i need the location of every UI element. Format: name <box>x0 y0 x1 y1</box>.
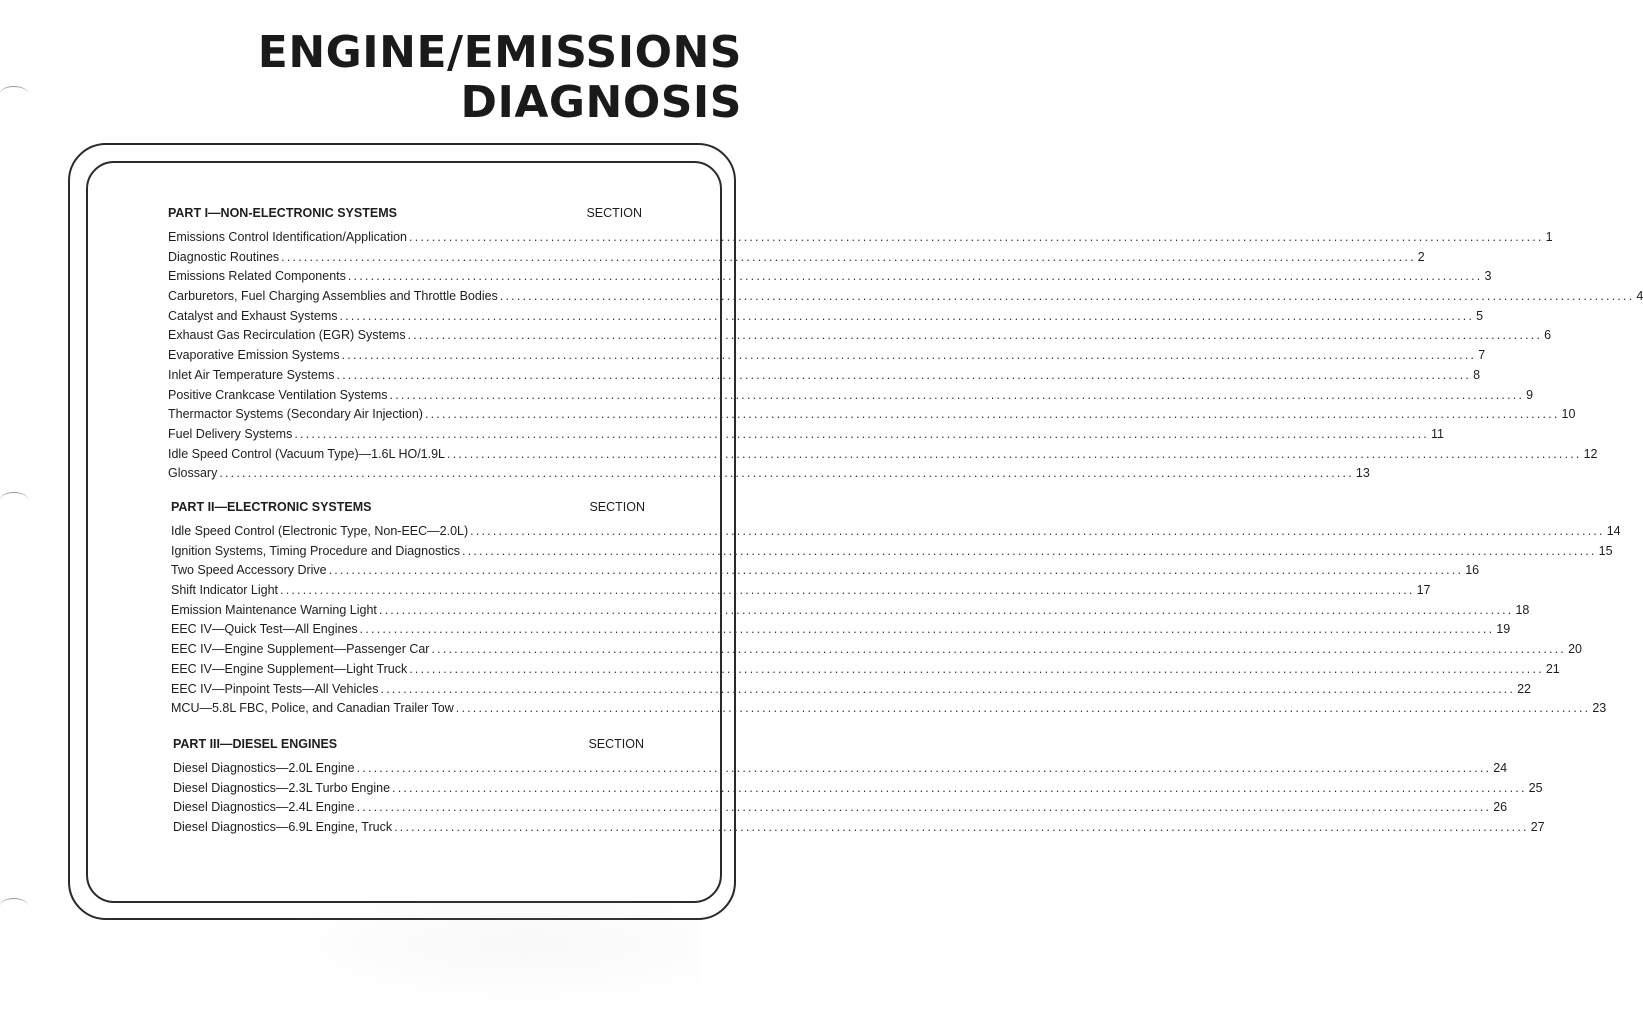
toc-entry-label: Emissions Control Identification/Application <box>168 230 408 244</box>
part-title: PART III—DIESEL ENGINES <box>173 737 338 751</box>
toc-entry <box>168 308 1484 329</box>
toc-entry-section-number: 8 <box>1473 367 1481 382</box>
toc-entry <box>171 622 1511 642</box>
dot-leader: ........................................................................................................................................................................................................ <box>447 446 1582 461</box>
part-1-non-electronic-systems <box>168 206 1643 486</box>
toc-entry-section-number: 16 <box>1465 563 1480 578</box>
punch-hole-mark <box>0 86 28 101</box>
toc-entry <box>171 524 1621 544</box>
toc-entry-section-number: 26 <box>1493 800 1508 815</box>
toc-entry-label: Fuel Delivery Systems <box>168 426 293 441</box>
part-3-diesel-engines <box>173 737 1545 840</box>
dot-leader: ........................................................................................................................................................................................................ <box>328 563 1464 578</box>
toc-entry-section-number: 19 <box>1496 622 1511 637</box>
dot-leader: ........................................................................................................................................................................................................ <box>499 289 1635 304</box>
toc-entry-section-number: 23 <box>1592 701 1607 716</box>
toc-entry-section-number: 9 <box>1526 387 1534 402</box>
toc-entry-section-number: 17 <box>1416 583 1431 598</box>
toc-entry <box>171 701 1607 721</box>
dot-leader: ........................................................................................................................................................................................................ <box>455 701 1591 716</box>
toc-entry <box>168 387 1534 408</box>
toc-entry-label: Ignition Systems, Timing Procedure and Diagnostics <box>171 543 461 558</box>
section-column-label: SECTION <box>586 206 642 220</box>
dot-leader: ........................................................................................................................................................................................................ <box>389 387 1525 402</box>
toc-entry <box>171 642 1582 662</box>
toc-entry <box>173 800 1508 820</box>
toc-entry-label: Shift Indicator Light <box>171 583 279 598</box>
toc-entry-list <box>173 761 1545 840</box>
toc-entry-section-number: 6 <box>1544 328 1552 343</box>
dot-leader: ........................................................................................................................................................................................................ <box>356 761 1492 775</box>
toc-entry-label: Inlet Air Temperature Systems <box>168 367 335 382</box>
toc-entry-section-number: 2 <box>1417 249 1425 264</box>
toc-entry <box>168 328 1552 348</box>
toc-entry-label: EEC IV—Pinpoint Tests—All Vehicles <box>171 681 379 696</box>
toc-entry-section-number: 3 <box>1484 269 1492 284</box>
toc-entry-label: Diesel Diagnostics—2.3L Turbo Engine <box>173 780 391 795</box>
toc-entry-label: Catalyst and Exhaust Systems <box>168 308 338 323</box>
page-title <box>258 28 742 128</box>
dot-leader: ........................................................................................................................................................................................................ <box>281 249 1416 264</box>
dot-leader: ........................................................................................................................................................................................................ <box>356 800 1492 815</box>
toc-entry <box>173 780 1543 801</box>
title-line-2: DIAGNOSIS <box>460 77 742 128</box>
toc-entry <box>171 681 1532 702</box>
toc-entry-label: Two Speed Accessory Drive <box>171 563 327 578</box>
toc-entry-label: MCU—5.8L FBC, Police, and Canadian Trailer Tow <box>171 701 454 716</box>
toc-entry-list <box>171 524 1621 721</box>
toc-entry-section-number: 1 <box>1545 230 1553 244</box>
dot-leader: ........................................................................................................................................................................................................ <box>280 583 1415 598</box>
punch-hole-mark <box>0 898 28 913</box>
toc-entry <box>173 820 1545 840</box>
toc-entry-section-number: 15 <box>1598 543 1613 558</box>
toc-entry <box>168 269 1492 289</box>
toc-entry <box>168 466 1370 486</box>
toc-entry-section-number: 11 <box>1430 426 1444 441</box>
dot-leader: ........................................................................................................................................................................................................ <box>219 466 1354 481</box>
toc-entry-section-number: 24 <box>1493 761 1508 775</box>
dot-leader: ........................................................................................................................................................................................................ <box>470 524 1605 538</box>
punch-hole-mark <box>0 492 28 507</box>
dot-leader: ........................................................................................................................................................................................................ <box>409 661 1544 676</box>
title-line-1: ENGINE/EMISSIONS <box>257 27 742 78</box>
part-header <box>168 206 642 228</box>
toc-entry-section-number: 22 <box>1517 681 1532 696</box>
toc-entry <box>171 602 1530 623</box>
toc-entry-section-number: 27 <box>1530 820 1545 835</box>
toc-entry-label: Diesel Diagnostics—6.9L Engine, Truck <box>173 820 393 835</box>
toc-entry-section-number: 7 <box>1478 348 1486 363</box>
toc-entry <box>168 230 1553 250</box>
dot-leader: ........................................................................................................................................................................................................ <box>378 602 1514 617</box>
part-header <box>173 737 644 759</box>
dot-leader: ........................................................................................................................................................................................................ <box>462 543 1597 558</box>
toc-entry-section-number: 12 <box>1583 446 1598 461</box>
toc-entry-label: Glossary <box>168 466 218 481</box>
toc-entry-section-number: 5 <box>1476 308 1484 323</box>
toc-entry-section-number: 25 <box>1528 780 1543 795</box>
part-header <box>171 500 645 522</box>
paper-smudge <box>260 900 700 1010</box>
toc-entry-label: Thermactor Systems (Secondary Air Injection) <box>168 407 423 422</box>
toc-entry-label: EEC IV—Engine Supplement—Light Truck <box>171 661 408 676</box>
part-title: PART I—NON-ELECTRONIC SYSTEMS <box>168 206 397 220</box>
dot-leader: ........................................................................................................................................................................................................ <box>407 328 1543 343</box>
toc-entry-section-number: 10 <box>1561 407 1576 422</box>
dot-leader: ........................................................................................................................................................................................................ <box>394 820 1529 835</box>
dot-leader: ........................................................................................................................................................................................................ <box>409 230 1544 244</box>
dot-leader: ........................................................................................................................................................................................................ <box>424 407 1560 422</box>
toc-entry-label: EEC IV—Quick Test—All Engines <box>171 622 358 637</box>
toc-entry <box>168 289 1643 309</box>
dot-leader: ........................................................................................................................................................................................................ <box>347 269 1483 284</box>
toc-entry <box>171 563 1480 583</box>
dot-leader: ........................................................................................................................................................................................................ <box>380 681 1516 696</box>
toc-entry <box>171 583 1431 603</box>
section-column-label: SECTION <box>589 500 645 514</box>
toc-entry-label: Emissions Related Components <box>168 269 346 284</box>
dot-leader: ........................................................................................................................................................................................................ <box>359 622 1495 637</box>
toc-entry-section-number: 20 <box>1568 642 1582 657</box>
dot-leader: ........................................................................................................................................................................................................ <box>341 348 1477 363</box>
toc-entry-label: Exhaust Gas Recirculation (EGR) Systems <box>168 328 406 343</box>
dot-leader: ........................................................................................................................................................................................................ <box>294 426 1429 441</box>
toc-entry <box>173 761 1508 781</box>
toc-entry-section-number: 13 <box>1355 466 1370 481</box>
toc-entry-label: Positive Crankcase Ventilation Systems <box>168 387 388 402</box>
toc-entry-label: Idle Speed Control (Vacuum Type)—1.6L HO/1.9L <box>168 446 446 461</box>
toc-entry-label: Carburetors, Fuel Charging Assemblies and Throttle Bodies <box>168 289 498 304</box>
toc-entry-section-number: 4 <box>1636 289 1643 304</box>
toc-entry <box>171 543 1613 564</box>
toc-entry-section-number: 18 <box>1515 602 1530 617</box>
toc-entry-label: EEC IV—Engine Supplement—Passenger Car <box>171 642 430 657</box>
dot-leader: ........................................................................................................................................................................................................ <box>431 642 1567 657</box>
toc-entry-section-number: 21 <box>1545 661 1560 676</box>
toc-entry <box>171 661 1560 682</box>
toc-entry <box>168 407 1576 427</box>
toc-entry-label: Diesel Diagnostics—2.4L Engine <box>173 800 355 815</box>
dot-leader: ........................................................................................................................................................................................................ <box>392 780 1527 795</box>
toc-entry-label: Diesel Diagnostics—2.0L Engine <box>173 761 355 775</box>
toc-entry <box>168 426 1444 447</box>
dot-leader: ........................................................................................................................................................................................................ <box>336 367 1472 382</box>
part-2-electronic-systems <box>171 500 1621 721</box>
toc-entry-label: Emission Maintenance Warning Light <box>171 602 377 617</box>
section-column-label: SECTION <box>588 737 644 751</box>
toc-entry <box>168 446 1598 467</box>
toc-entry <box>168 249 1425 270</box>
toc-entry <box>168 348 1486 368</box>
toc-entry-section-number: 14 <box>1606 524 1621 538</box>
dot-leader: ........................................................................................................................................................................................................ <box>339 308 1475 323</box>
toc-entry-list <box>168 230 1643 486</box>
toc-entry-label: Evaporative Emission Systems <box>168 348 340 363</box>
toc-entry-label: Idle Speed Control (Electronic Type, Non-EEC—2.0L) <box>171 524 469 538</box>
part-title: PART II—ELECTRONIC SYSTEMS <box>171 500 372 514</box>
toc-entry-label: Diagnostic Routines <box>168 249 280 264</box>
toc-entry <box>168 367 1481 388</box>
